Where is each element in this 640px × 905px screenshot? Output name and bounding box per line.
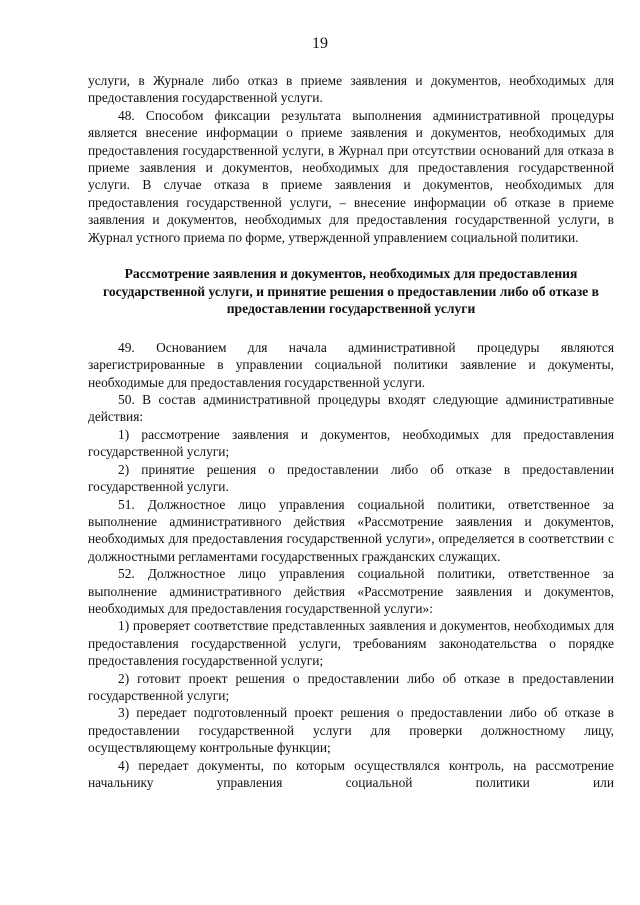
document-body <box>88 72 614 791</box>
paragraph-48: 48. Способом фиксации результата выполнения административной процедуры является внесение информации о приеме заявления и документов, необходимых для предоставления государственной услуги, в Журнал при отсутствии оснований для отказа в приеме заявления и документов, необходимых для предоставления государственной услуги. В случае отказа в приеме заявления и документов, необходимых для предоставления государственной услуги, – внесение информации об отказе в приеме заявления и документов, необходимых для предоставления государственной услуги, в Журнал устного приема по форме, утвержденной управлением социальной политики. <box>88 107 614 245</box>
page-number: 19 <box>312 35 328 52</box>
paragraph-50-item-1: 1) рассмотрение заявления и документов, необходимых для предоставления государственной услуги; <box>88 426 614 460</box>
section-heading: Рассмотрение заявления и документов, необходимых для предоставления государственной услуги, и принятие решения о предоставлении либо об отказе в предоставлении государственной услуги <box>103 266 599 317</box>
paragraph-52-item-2: 2) готовит проект решения о предоставлении либо об отказе в предоставлении государственной услуги; <box>88 670 614 703</box>
paragraph-50-item-2: 2) принятие решения о предоставлении либо об отказе в предоставлении государственной услуги. <box>88 461 614 495</box>
paragraph-49: 49. Основанием для начала административной процедуры являются зарегистрированные в управлении социальной политики заявление и документы, необходимые для предоставления государственной услуги. <box>88 339 614 390</box>
paragraph-52: 52. Должностное лицо управления социальной политики, ответственное за выполнение административного действия «Рассмотрение заявления и документов, необходимых для предоставления государственной услуги»: <box>88 566 614 616</box>
paragraph-51: 51. Должностное лицо управления социальной политики, ответственное за выполнение административного действия «Рассмотрение заявления и документов, необходимых для предоставления государственной услуги», определяется в соответствии с должностными регламентами государственных гражданских служащих. <box>88 496 614 564</box>
paragraph-52-item-3: 3) передает подготовленный проект решения о предоставлении либо об отказе в предоставлении государственной услуги для проверки должностному лицу, осуществляющему контрольные функции; <box>88 705 614 756</box>
paragraph-52-item-1: 1) проверяет соответствие представленных заявления и документов, необходимых для предоставления государственной услуги, требованиям законодательства о порядке предоставления государственной услуги; <box>88 618 614 669</box>
paragraph-continuation: услуги, в Журнале либо отказ в приеме заявления и документов, необходимых для предоставления государственной услуги. <box>88 73 614 106</box>
paragraph-52-item-4: 4) передает документы, по которым осуществлялся контроль, на рассмотрение начальнику управления социальной политики или <box>88 757 614 790</box>
paragraph-50: 50. В состав административной процедуры входят следующие административные действия: <box>88 392 614 425</box>
